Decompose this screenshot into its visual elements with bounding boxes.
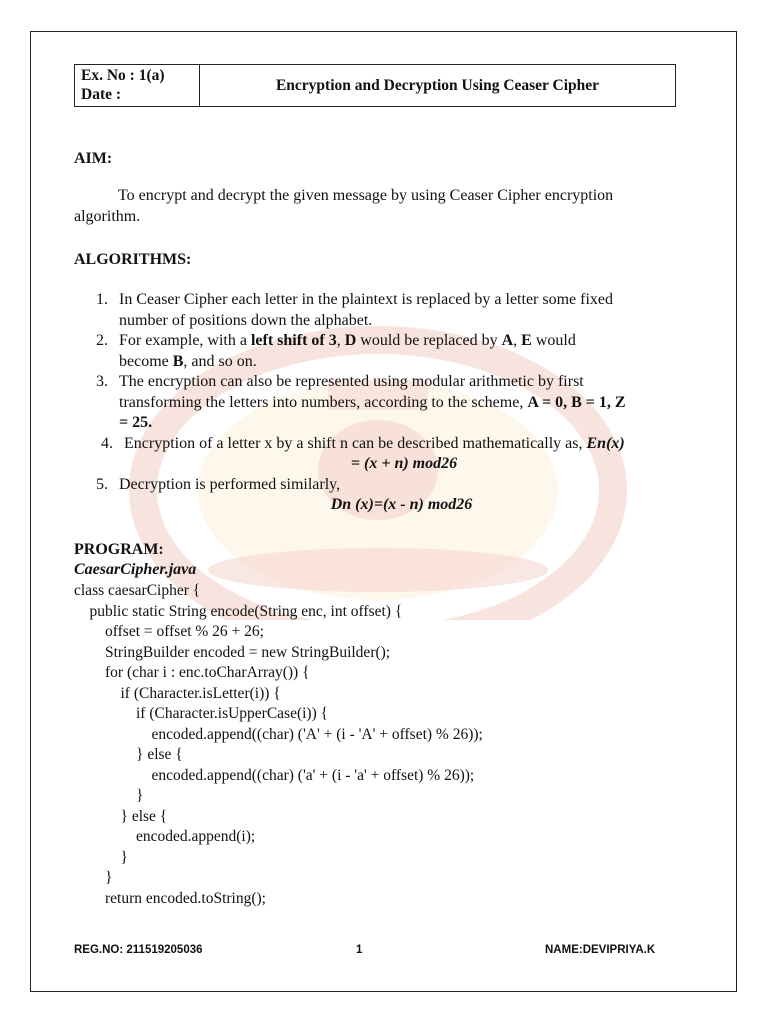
code-line: encoded.append((char) ('a' + (i - 'a' + offset) % 26));: [74, 766, 475, 784]
step-number: 2.: [96, 332, 108, 349]
step-bold: A: [501, 332, 514, 349]
code-line: } else {: [74, 746, 183, 763]
step-text: Decryption is performed similarly,: [119, 475, 341, 493]
code-line: public static String encode(String enc, int offset) {: [74, 602, 403, 620]
code-line: encoded.append((char) ('A' + (i - 'A' + offset) % 26));: [74, 725, 483, 743]
code-line: if (Character.isUpperCase(i)) {: [74, 705, 329, 722]
step-bold: = 25.: [119, 414, 153, 431]
code-line: } else {: [74, 807, 168, 825]
step-number: 3.: [96, 373, 108, 390]
algorithm-step: [74, 434, 684, 475]
code-line: return encoded.toString();: [74, 889, 266, 907]
step-text: In Ceaser Cipher each letter in the plaintext is replaced by a letter some fixed: [119, 291, 614, 308]
step-text: Encryption of a letter x by a shift n can be described mathematically as,: [124, 434, 587, 452]
aim-text-line1: To encrypt and decrypt the given message by using Ceaser Cipher encryption: [118, 187, 614, 204]
step-bold: E: [521, 332, 532, 349]
decryption-formula: Dn (x)=(x - n) mod26: [330, 496, 473, 513]
date-label: Date :: [81, 86, 122, 103]
encryption-formula-part: En(x): [586, 434, 625, 452]
step-text: number of positions down the alphabet.: [119, 311, 373, 329]
step-text: would: [531, 332, 576, 349]
step-bold: D: [344, 332, 357, 349]
code-line: StringBuilder encoded = new StringBuilder();: [74, 643, 391, 661]
step-text: ,: [336, 332, 345, 349]
aim-text-line2: algorithm.: [74, 207, 141, 225]
header-meta-cell: [75, 65, 200, 106]
aim-paragraph: [74, 186, 684, 227]
encryption-formula: = (x + n) mod26: [350, 455, 458, 472]
page-number: 1: [356, 944, 363, 956]
algorithm-step: [74, 331, 684, 372]
step-text: The encryption can also be represented using modular arithmetic by first: [119, 373, 584, 390]
algorithms-heading: ALGORITHMS:: [74, 251, 192, 268]
document-title: Encryption and Decryption Using Ceaser Cipher: [275, 76, 600, 94]
algorithm-step: [74, 475, 684, 516]
program-heading: PROGRAM:: [74, 541, 164, 558]
step-bold: B: [172, 352, 184, 370]
algorithm-step: [74, 372, 684, 434]
step-text: ,: [513, 332, 522, 349]
step-number: 1.: [96, 291, 108, 308]
student-name: NAME:DEVIPRIYA.K: [545, 944, 656, 956]
aim-heading: AIM:: [74, 150, 113, 167]
code-line: encoded.append(i);: [74, 828, 256, 845]
reg-number: REG.NO: 211519205036: [74, 944, 203, 956]
code-line: }: [74, 787, 144, 804]
step-text: would be replaced by: [356, 332, 502, 349]
exercise-number: Ex. No : 1(a): [81, 67, 165, 84]
step-bold: left shift of 3: [250, 332, 337, 349]
code-line: }: [74, 848, 128, 866]
code-line: class caesarCipher {: [74, 582, 201, 599]
code-block: [74, 581, 483, 909]
step-text: , and so on.: [183, 352, 257, 370]
algorithm-list: [74, 290, 684, 516]
step-bold: A = 0, B = 1, Z: [527, 393, 626, 411]
file-name: CaesarCipher.java: [74, 561, 197, 578]
step-text: transforming the letters into numbers, according to the scheme,: [119, 393, 528, 411]
code-line: for (char i : enc.toCharArray()) {: [74, 664, 310, 681]
code-line: offset = offset % 26 + 26;: [74, 623, 264, 640]
algorithm-step: [74, 290, 684, 331]
header-table: [74, 64, 676, 107]
step-number: 5.: [96, 475, 108, 493]
code-line: if (Character.isLetter(i)) {: [74, 684, 281, 702]
step-text: become: [119, 352, 173, 370]
step-number: 4.: [101, 434, 113, 452]
code-line: }: [74, 869, 113, 886]
step-text: For example, with a: [119, 332, 251, 349]
